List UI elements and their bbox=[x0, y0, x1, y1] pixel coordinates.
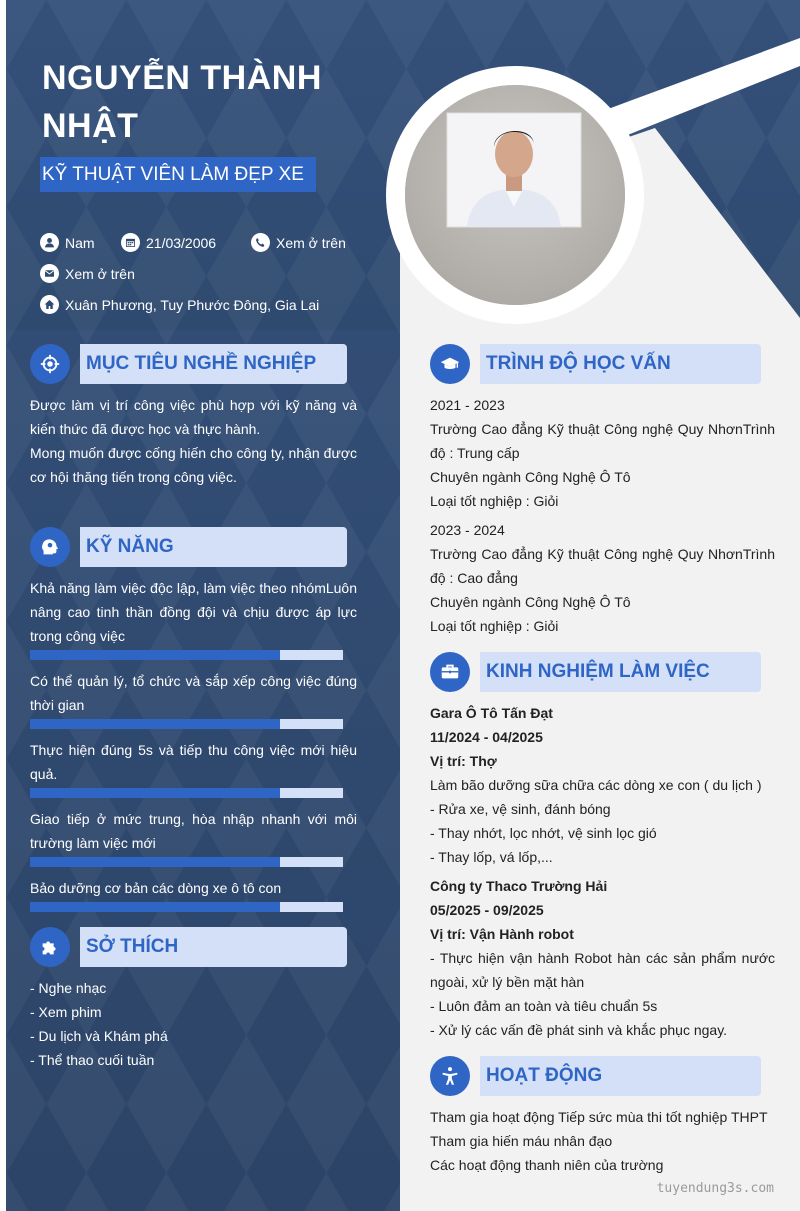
skill-item: Bảo dưỡng cơ bản các dòng xe ô tô con bbox=[30, 880, 282, 896]
graduation-cap-icon bbox=[430, 344, 470, 384]
target-icon bbox=[30, 344, 70, 384]
experience-position: Vị trí: Thợ bbox=[430, 753, 497, 769]
skill-level-bar bbox=[30, 788, 343, 798]
activities-heading: HOẠT ĐỘNG bbox=[480, 1056, 761, 1096]
home-icon bbox=[40, 295, 59, 314]
activity-item: Tham gia hoạt động Tiếp sức mùa thi tốt nghiệp THPT bbox=[430, 1109, 768, 1125]
hobby-item: - Nghe nhạc bbox=[30, 980, 107, 996]
avatar-photo bbox=[405, 85, 625, 305]
skill-level-bar bbox=[30, 650, 343, 660]
calendar-icon bbox=[121, 233, 140, 252]
user-icon bbox=[40, 233, 59, 252]
section-header-skills bbox=[30, 527, 347, 567]
education-school: Trường Cao đẳng Kỹ thuật Công nghệ Quy NhơnTrình độ : Trung cấp bbox=[430, 421, 775, 461]
puzzle-icon bbox=[30, 927, 70, 967]
skill-level-bar bbox=[30, 902, 343, 912]
education-grade: Loại tốt nghiệp : Giỏi bbox=[430, 493, 559, 509]
contact-dob bbox=[121, 233, 216, 252]
contact-gender bbox=[40, 233, 95, 252]
skill-item: Thực hiện đúng 5s và tiếp thu công việc mới hiệu quả. bbox=[30, 742, 357, 782]
hobby-item: - Xem phim bbox=[30, 1004, 102, 1020]
skill-level-bar bbox=[30, 719, 343, 729]
education-period: 2023 - 2024 bbox=[430, 522, 505, 538]
activity-item: Các hoạt động thanh niên của trường bbox=[430, 1157, 664, 1173]
education-heading: TRÌNH ĐỘ HỌC VẤN bbox=[480, 344, 761, 384]
experience-heading: KINH NGHIỆM LÀM VIỆC bbox=[480, 652, 761, 692]
objective-heading: MỤC TIÊU NGHỀ NGHIỆP bbox=[80, 344, 347, 384]
hobbies-heading: SỞ THÍCH bbox=[80, 927, 347, 967]
section-header-education bbox=[430, 344, 761, 384]
job-title-badge: KỸ THUẬT VIÊN LÀM ĐẸP XE bbox=[40, 157, 316, 192]
education-grade: Loại tốt nghiệp : Giỏi bbox=[430, 618, 559, 634]
address-text: Xuân Phương, Tuy Phước Đông, Gia Lai bbox=[65, 296, 320, 313]
section-header-activities bbox=[430, 1056, 761, 1096]
accessibility-person-icon bbox=[430, 1056, 470, 1096]
phone-icon bbox=[251, 233, 270, 252]
experience-line: - Thay nhớt, lọc nhớt, vệ sinh lọc gió bbox=[430, 825, 657, 841]
experience-line: - Thực hiện vận hành Robot hàn các sản phẩm nước ngoài, xử lý bền mặt hàn bbox=[430, 950, 775, 990]
experience-company: Gara Ô Tô Tấn Đạt bbox=[430, 705, 553, 721]
experience-line: - Xử lý các vấn đề phát sinh và khắc phục ngay. bbox=[430, 1022, 728, 1038]
experience-line: - Thay lốp, vá lốp,... bbox=[430, 849, 553, 865]
avatar bbox=[405, 85, 625, 305]
section-header-experience bbox=[430, 652, 761, 692]
hobby-item: - Thể thao cuối tuần bbox=[30, 1052, 155, 1068]
experience-period: 05/2025 - 09/2025 bbox=[430, 902, 544, 918]
hobby-item: - Du lịch và Khám phá bbox=[30, 1028, 168, 1044]
skill-level-bar bbox=[30, 857, 343, 867]
objective-text-1: Được làm vị trí công việc phù hợp với kỹ năng và kiến thức đã được học và thực hành. bbox=[30, 397, 357, 437]
phone-text: Xem ở trên bbox=[276, 234, 346, 251]
skill-item: Giao tiếp ở mức trung, hòa nhập nhanh với môi trường làm việc mới bbox=[30, 811, 357, 851]
watermark: tuyendung3s.com bbox=[656, 1181, 774, 1196]
mail-icon bbox=[40, 264, 59, 283]
section-header-hobbies bbox=[30, 927, 347, 967]
skill-item: Có thể quản lý, tổ chức và sắp xếp công việc đúng thời gian bbox=[30, 673, 357, 713]
contact-phone bbox=[251, 233, 346, 252]
experience-position: Vị trí: Vận Hành robot bbox=[430, 926, 574, 942]
experience-line: - Rửa xe, vệ sinh, đánh bóng bbox=[430, 801, 611, 817]
candidate-name: NGUYỄN THÀNH NHẬT bbox=[42, 59, 322, 145]
skill-item: Khả năng làm việc độc lập, làm việc theo nhómLuôn nâng cao tinh thần đồng đội và chịu được áp lực trong công việc bbox=[30, 580, 357, 644]
education-school: Trường Cao đẳng Kỹ thuật Công nghệ Quy NhơnTrình độ : Cao đẳng bbox=[430, 546, 775, 586]
section-header-objective bbox=[30, 344, 347, 384]
education-period: 2021 - 2023 bbox=[430, 397, 505, 413]
skills-heading: KỸ NĂNG bbox=[80, 527, 347, 567]
dob-text: 21/03/2006 bbox=[146, 234, 217, 251]
brain-head-icon bbox=[30, 527, 70, 567]
education-major: Chuyên ngành Công Nghệ Ô Tô bbox=[430, 469, 631, 485]
experience-company: Công ty Thaco Trường Hải bbox=[430, 878, 608, 894]
contact-email bbox=[40, 264, 135, 283]
gender-text: Nam bbox=[65, 234, 95, 251]
briefcase-icon bbox=[430, 652, 470, 692]
activity-item: Tham gia hiến máu nhân đạo bbox=[430, 1133, 613, 1149]
left-edge-strip bbox=[0, 0, 6, 1211]
email-text: Xem ở trên bbox=[65, 265, 135, 282]
experience-line: - Luôn đảm an toàn và tiêu chuẩn 5s bbox=[430, 998, 658, 1014]
objective-text-2: Mong muốn được cống hiến cho công ty, nhận được cơ hội thăng tiến trong công việc. bbox=[30, 445, 357, 485]
contact-address bbox=[40, 295, 319, 314]
experience-line: Làm bão dưỡng sữa chữa các dòng xe con ( du lịch ) bbox=[430, 777, 762, 793]
education-major: Chuyên ngành Công Nghệ Ô Tô bbox=[430, 594, 631, 610]
experience-period: 11/2024 - 04/2025 bbox=[430, 729, 543, 745]
